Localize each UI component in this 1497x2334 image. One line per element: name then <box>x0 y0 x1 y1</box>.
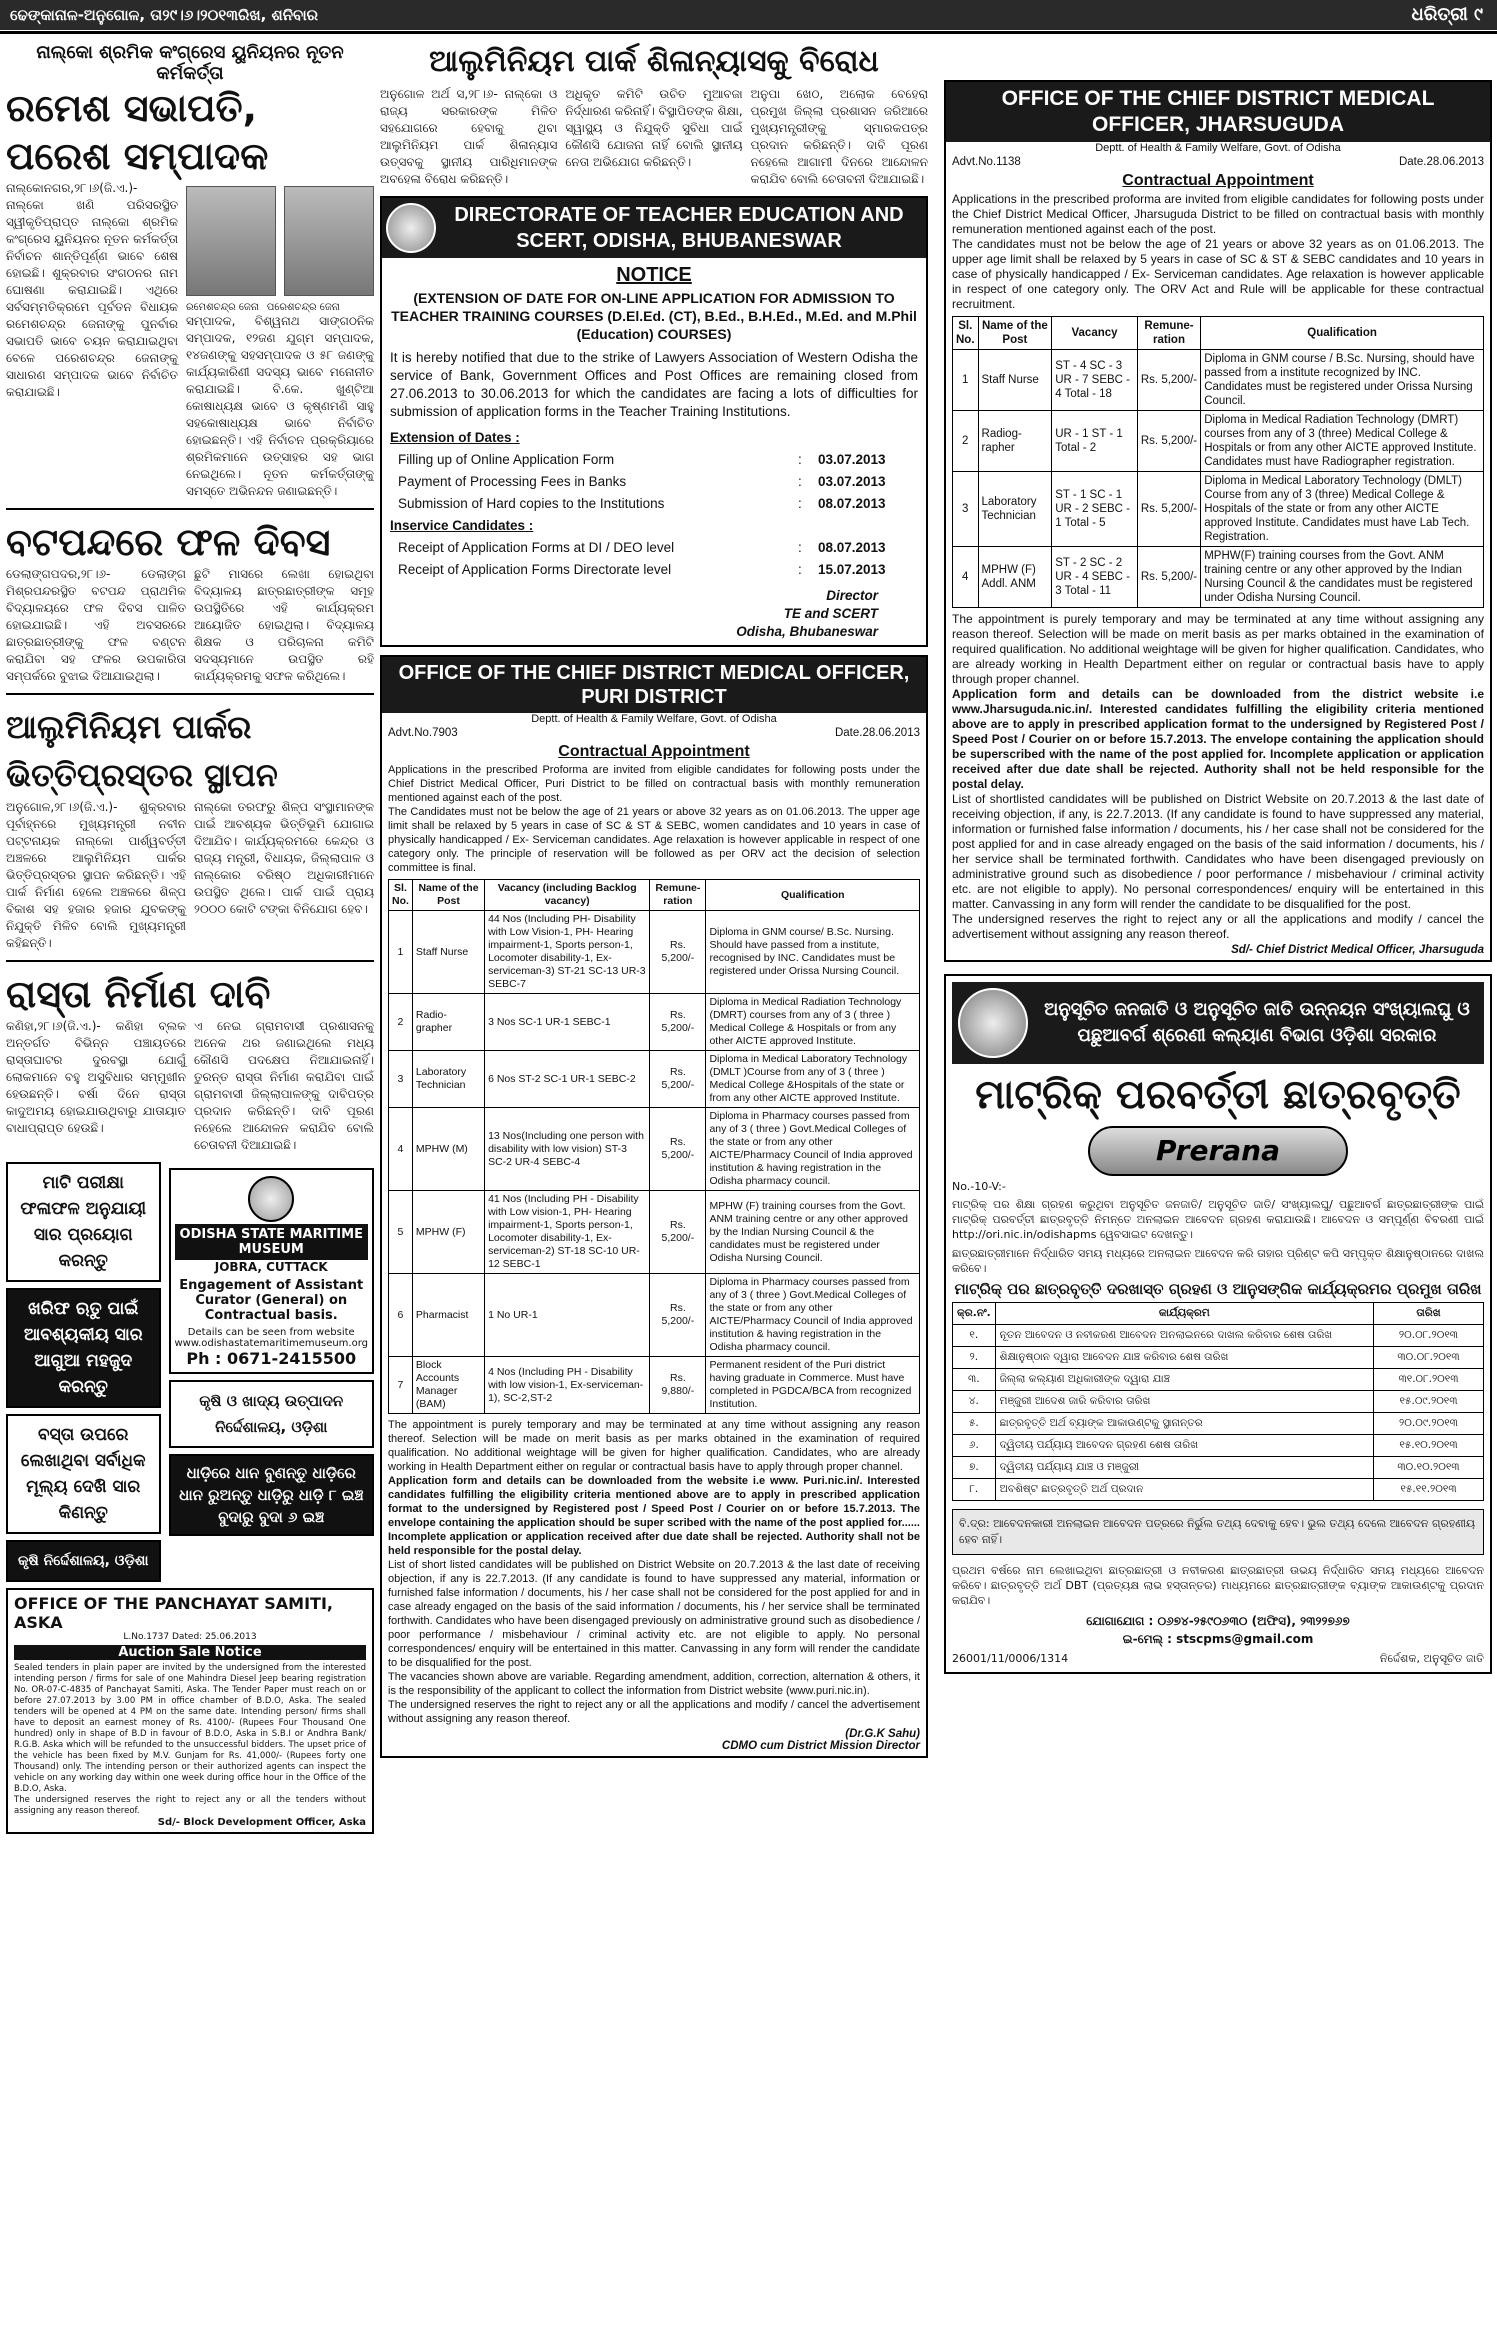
cell-number: ୨. <box>953 1347 996 1369</box>
cell-number: ୩. <box>953 1369 996 1391</box>
table-header: କାର୍ଯ୍ୟକ୍ରମ <box>995 1303 1373 1325</box>
story1-text-1: ନାଲ୍‌କୋନଗର,୨୮।୬(ଜି.ଏ.)- ନାଲ୍‌କୋ ଖଣି ପରିସରସ୍ଥିତ ସ୍ୱୀକୃତିପ୍ରାପ୍ତ ନାଲ୍‌କୋ ଶ୍ରମିକ କଂଗ୍ରେସ ୟୁନିୟନର ନୂତନ କର୍ମକର୍ତ୍ତା ନିର୍ବାଚନ ଶାନ୍ତିପୂର୍ଣ୍ଣ ଭାବେ ଶେଷ ହୋଇଛି। ଶୁକ୍ରବାର ସଂଗଠନର ନାମ ଘୋଷଣା କରାଯାଇଛି। ଏଥିରେ ସର୍ବସମ୍ମତିକ୍ରମେ ପୂର୍ବତନ ବିଧାୟକ ରମେଶଚନ୍ଦ୍ର ଜେନାଙ୍କୁ ପୁନର୍ବାର ସଭାପତି ଭାବେ ଚୟନ କରାଯାଇଥିବା ବେଳେ ପରେଶଚନ୍ଦ୍ର ଜେନାଙ୍କୁ ସାଧାରଣ ସମ୍ପାଦକ ଭାବେ ନିର୍ବାଚିତ କରାଯାଇଛି। <box>6 181 178 399</box>
header-rule <box>0 31 1497 34</box>
cell-date: ୩୦.୧୦.୨୦୧୩ <box>1374 1457 1484 1479</box>
auction-body: Sealed tenders in plain paper are invited by the undersigned from the interested intending person / firms for sale of one Mahindra Diesel Jeep bearing registration No. OR-07-C-4835 of Panchayat Samiti, Aska. The Tender Paper must reach on or before 27.07.2013 by 3.00 PM in office chamber of B.D.O, Aska. The sealed tenders will be opened at 4 PM on the same date. Intending person/ firms shall have to deposit an earnest money of Rs. 4100/- (Rupees Four Thousand One hundred) only in shape of B.D in favour of B.D.O, Aska in S.B.I or Andhra Bank/ R.G.B. Aska which will be refunded to the unsuccessful bidders. The upset price of the vehicle has been fixed by M.V. Gunjam for Rs. 41,000/- (Rupees forty one Thousand) only. The intending person or their authorized agents can inspect the vehicle on any working day within one week during office hour in the Office of the B.D.O, Aska. <box>14 1663 366 1794</box>
cell-post: Radio- grapher <box>412 994 484 1051</box>
price-check-ad: ବସ୍ତା ଉପରେ ଲେଖାଥିବା ସର୍ବାଧିକ ମୂଲ୍ୟ ଦେଖି ସାର କିଣନ୍ତୁ <box>6 1414 161 1534</box>
cell-sl: 5 <box>389 1191 413 1274</box>
notice-para: It is hereby notified that due to the strike of Lawyers Association of Western Odisha the service of Bank, Government Offices and Post Offices are remaining closed from 27.06.2013 to 30.06.2013 for which the candidates are facing a lots of difficulties for submission of application forms in the Teacher Training Institutions. <box>390 350 918 419</box>
table-row <box>389 1108 920 1191</box>
portrait-photo-2 <box>284 186 374 296</box>
cell-date: ୨୦.୦୯.୨୦୧୩ <box>1374 1413 1484 1435</box>
divider <box>6 693 374 695</box>
auction-notice <box>6 1588 374 1834</box>
table-row <box>953 1369 1484 1391</box>
table-header: Sl. No. <box>953 317 979 350</box>
cell-event: ଦ୍ୱିତୀୟ ପର୍ଯ୍ୟାୟ ଆବେଦନ ଗ୍ରହଣ ଶେଷ ତାରିଖ <box>995 1435 1373 1457</box>
scholarship-ad <box>944 974 1492 1674</box>
cell-vacancy: ST - 4 SC - 3 UR - 7 SEBC - 4 Total - 18 <box>1052 350 1138 411</box>
cell-remuneration: Rs. 5,200/- <box>1137 472 1200 547</box>
sch-para-2: ଛାତ୍ରଛାତ୍ରୀମାନେ ନିର୍ଦ୍ଧାରିତ ସମୟ ମଧ୍ୟରେ ଅନଲାଇନ ଆବେଦନ କରି ତାହାର ପ୍ରିଣ୍ଟ କପି ସମ୍ପୃକ୍ତ ଶିକ୍ଷାନୁଷ୍ଠାନରେ ଦାଖଲ କରିବେ। <box>952 1247 1484 1275</box>
dateline: ଢେଙ୍କାନାଳ-ଅନୁଗୋଳ, ତା୨୯।୬।୨୦୧୩ରିଖ, ଶନିବାର <box>10 6 319 24</box>
table-row <box>953 547 1484 608</box>
jsg-band: OFFICE OF THE CHIEF DISTRICT MEDICAL OFFICER, JHARSUGUDA <box>946 82 1490 142</box>
date-label: Filling up of Online Application Form <box>398 452 615 467</box>
sch-header: ଅନୁସୂଚିତ ଜନଜାତି ଓ ଅନୁସୂଚିତ ଜାତି ଉନ୍ନୟନ ସଂଖ୍ୟାଲଘୁ ଓ ପଛୁଆବର୍ଗ ଶ୍ରେଣୀ କଲ୍ୟାଣ ବିଭାଗ ଓଡ଼ିଶା ସରକାର <box>1044 999 1470 1046</box>
cell-sl: 1 <box>953 350 979 411</box>
sch-code: 26001/11/0006/1314 <box>952 1652 1069 1665</box>
cell-remuneration: Rs. 5,200/- <box>650 911 706 994</box>
sch-contact-email: ଇ-ମେଲ୍ : stscpms@gmail.com <box>1122 1632 1314 1646</box>
cell-qualification: Diploma in Pharmacy courses passed from any of 3 ( three ) Govt.Medical Colleges of the state or from any other AICTE/Pharmacy Council of India approved institution & having registration in the Odisha pharmacy council. <box>706 1108 920 1191</box>
story1-headline: ରମେଶ ସଭାପତି, ପରେଶ ସମ୍ପାଦକ <box>6 86 269 178</box>
sch-dates-title: ମାଟ୍ରିକ୍ ପର ଛାତ୍ରବୃତ୍ତି ଦରଖାସ୍ତ ଗ୍ରହଣ ଓ ଆନୁସଙ୍ଗିକ କାର୍ଯ୍ୟକ୍ରମର ପ୍ରମୁଖ ତାରିଖ <box>954 1280 1482 1298</box>
story2-text-1: ଡେଲାଙ୍ଗପଦର,୨୮।୬- ଡେଲାଙ୍ଗ ମିଶ୍ରପନ୍ଦରସ୍ଥିତ ବଟପନ୍ଦ ପ୍ରାଥମିକ ବିଦ୍ୟାଳୟରେ ଫଳ ଦିବସ ପାଳିତ ହୋଇଯାଇଛି। ଏହି ଅବସରରେ ଛାତ୍ରଛାତ୍ରୀଙ୍କୁ ଫଳ ବଣ୍ଟନ କରାଯିବା ସହ ଫଳର ଉପକାରିତା ସମ୍ପର୍କରେ ବୁଝାଇ ଦିଆଯାଇଥିଲା। <box>6 567 186 683</box>
cell-post: Staff Nurse <box>412 911 484 994</box>
story3-text-1: ଅନୁଗୋଳ,୨୮।୬(ଜି.ଏ.)- ଶୁକ୍ରବାର ପୂର୍ବାହ୍ନରେ ମୁଖ୍ୟମନ୍ତ୍ରୀ ନବୀନ ପଟ୍ଟନାୟକ ନାଲ୍‌କୋ ପାର୍ଶ୍ୱବର୍ତ୍ତୀ ଅଞ୍ଚଳରେ ଆଲୁମିନିୟମ ପାର୍କର ଭିତ୍ତିପ୍ରସ୍ତର ସ୍ଥାପନ କରିଛନ୍ତି। ଏହି ପାର୍କ ନିର୍ମାଣ ହେଲେ ଅଞ୍ଚଳରେ ଶିଳ୍ପ ବିକାଶ ସହ ହଜାର ହଜାର ଯୁବକଙ୍କୁ ନିଯୁକ୍ତି ମିଳିବ ବୋଲି ମୁଖ୍ୟମନ୍ତ୍ରୀ କହିଛନ୍ତି। <box>6 800 186 950</box>
cell-sl: 3 <box>953 472 979 547</box>
sch-title: ମାଟ୍ରିକ୍ ପରବର୍ତ୍ତୀ ଛାତ୍ରବୃତ୍ତି <box>975 1072 1461 1118</box>
jsg-p4: The undersigned reserves the right to reject any or all the applications and modify / cancel the advertisement without assigning any reason thereof. <box>952 912 1484 941</box>
cell-post: Block Accounts Manager (BAM) <box>412 1357 484 1414</box>
cell-qualification: Diploma in Medical Radiation Technology (DMRT) courses from any of 3 ( three ) Medical College & Hospitals or from any other AICTE approved Institute. <box>706 994 920 1051</box>
puri-dept: Deptt. of Health & Family Welfare, Govt. of Odisha <box>531 713 777 725</box>
cell-sl: 1 <box>389 911 413 994</box>
cell-post: MPHW (F) Addl. ANM <box>978 547 1052 608</box>
sch-para-1: ମାଟ୍ରିକ୍ ପର ଶିକ୍ଷା ଗ୍ରହଣ କରୁଥିବା ଅନୁସୂଚିତ ଜନଜାତି/ ଅନୁସୂଚିତ ଜାତି/ ସଂଖ୍ୟାଲଘୁ/ ପଛୁଆବର୍ଗ ଛାତ୍ରଛାତ୍ରୀଙ୍କ ପାଇଁ ମାଟ୍ରିକ୍ ପରବର୍ତ୍ତୀ ଛାତ୍ରବୃତ୍ତି ନିମନ୍ତେ ଅନଲାଇନ ଆବେଦନ ଗ୍ରହଣ କରାଯାଉଛି। ଆବେଦନ ଓ ସମ୍ପୂର୍ଣ୍ଣ ବିବରଣୀ ପାଇଁ http://ori.nic.in/odishapms ୱେବସାଇଟ ଦେଖନ୍ତୁ। <box>952 1198 1484 1241</box>
jsg-adv: Advt.No.1138 <box>952 156 1021 168</box>
jsg-date: Date.28.06.2013 <box>1398 156 1484 168</box>
table-row <box>953 350 1484 411</box>
cell-vacancy: 41 Nos (Including PH - Disability with Low vision-1, PH- Hearing impairment-1, Sports person-1, Locomoter disability-1, Ex-serviceman-2) ST-18 SC-10 UR-12 SEBC-1 <box>485 1191 650 1274</box>
cell-date: ୧୫.୧୦.୨୦୧୩ <box>1374 1435 1484 1457</box>
left-column <box>6 42 374 2332</box>
right-column <box>944 80 1492 2330</box>
puri-vacancy-table <box>388 879 920 1414</box>
museum-engagement: Engagement of Assistant Curator (General) on Contractual basis. <box>179 1278 364 1323</box>
story4-headline: ରାସ୍ତା ନିର୍ମାଣ ଦାବି <box>6 972 271 1016</box>
cell-qualification: Diploma in GNM course/ B.Sc. Nursing. Should have passed from a institute, recognised by INC. Candidates must be registered under Orissa Nursing Council. <box>706 911 920 994</box>
scert-emblem-icon <box>386 203 436 253</box>
cell-post: Laboratory Technician <box>978 472 1052 547</box>
puri-p4: The vacancies shown above are variable. Regarding amendment, addition, correction, alternation & others, it is the responsibility of the applicant to collect the information from District website (www.puri.nic.in). <box>388 1671 920 1697</box>
puri-sign-1: (Dr.G.K Sahu) <box>845 1728 920 1740</box>
table-row <box>953 472 1484 547</box>
museum-place: JOBRA, CUTTACK <box>214 1260 328 1274</box>
cell-vacancy: UR - 1 ST - 1 Total - 2 <box>1052 411 1138 472</box>
cell-event: ଦ୍ୱିତୀୟ ପର୍ଯ୍ୟାୟ ଯାଞ୍ଚ ଓ ମଞ୍ଜୁରୀ <box>995 1457 1373 1479</box>
jsg-p2: Application form and details can be downloaded from the district website i.e www.Jharsuguda.nic.in/. Interested candidates fulfilling the eligibility criteria mentioned above are to apply in prescribed application format to the undersigned by Registered Post / Speed Post / Courier on or before 15.7.2013. The envelope containing the application should be superscribed with the name of the post applied for. Incomplete application or application received after due date shall be rejected. Authority shall not be held responsible for the postal delay. <box>952 687 1484 791</box>
cell-qualification: Diploma in Pharmacy courses passed from any of 3 ( three ) Govt.Medical Colleges of the state or from any other AICTE/Pharmacy Council of India approved institution & having registration in the Odisha pharmacy council. <box>706 1274 920 1357</box>
odisha-emblem-icon <box>958 988 1028 1058</box>
cell-number: ୬. <box>953 1435 996 1457</box>
middle-column <box>380 42 928 2332</box>
table-row <box>953 1325 1484 1347</box>
jsg-dept: Deptt. of Health & Family Welfare, Govt. of Odisha <box>1095 142 1341 154</box>
story2-text-2: ଛୁଟି ମାସରେ ଲେଖା ହୋଇଥିବା ବିଦ୍ୟାଳୟ ଛାତ୍ରଛାତ୍ରୀଙ୍କ ସମୂହ ଉପସ୍ଥିତିରେ ଏହି କାର୍ଯ୍ୟକ୍ରମ ଆୟୋଜିତ ହୋଇଥିଲା। ବିଦ୍ୟାଳୟ ଶିକ୍ଷକ ଓ ପରିଚାଳନା କମିଟି ସଦସ୍ୟମାନେ ଉପସ୍ଥିତ ରହି କାର୍ଯ୍ୟକ୍ରମକୁ ସଫଳ କରିଥିଲେ। <box>194 567 374 683</box>
table-header: ତାରିଖ <box>1374 1303 1484 1325</box>
date-label: Submission of Hard copies to the Institutions <box>398 496 665 511</box>
cell-qualification: MPHW (F) training courses from the Govt. ANM training centre or any other approved by the Indian Nursing Council & the candidates must be registered under Odisha Nursing Council. <box>706 1191 920 1274</box>
table-row <box>953 1413 1484 1435</box>
sign-line: Director <box>826 588 878 603</box>
sch-number: No.-10-V:- <box>952 1180 1006 1193</box>
cell-sl: 6 <box>389 1274 413 1357</box>
jsg-intro: Applications in the prescribed proforma are invited from eligible candidates for following posts under the Chief District Medical Officer, Jharsuguda District to be filled on contractual basis with monthly remuneration mentioned against each of the post. <box>952 192 1484 236</box>
cell-date: ୩୧.୦୮.୨୦୧୩ <box>1374 1369 1484 1391</box>
cell-remuneration: Rs. 5,200/- <box>1137 547 1200 608</box>
paddy-line-sowing-ad: ଧାଡ଼ିରେ ଧାନ ବୁଣନ୍ତୁ ଧାଡ଼ିରେ ଧାନ ରୁଅନ୍ତୁ ଧାଡ଼ିରୁ ଧାଡ଼ି ୮ ଇଞ୍ଚ ବୁଦାରୁ ବୁଦା ୬ ଇଞ୍ଚ <box>169 1454 375 1536</box>
table-header: Remune- ration <box>1137 317 1200 350</box>
cell-qualification: Diploma in Medical Laboratory Technology (DMLT )Course from any of 3 ( three ) Medical College &Hospitals of the state or from any other AICTE approved Institute. <box>706 1051 920 1108</box>
date-label: Payment of Processing Fees in Banks <box>398 474 627 489</box>
cell-qualification: Permanent resident of the Puri district having graduate in Commerce. Must have completed in PGDCA/BCA from recognized Institution. <box>706 1357 920 1414</box>
sch-dates-table <box>952 1302 1484 1501</box>
table-header: Sl. No. <box>389 880 413 911</box>
cell-sl: 3 <box>389 1051 413 1108</box>
ins-head: Inservice Candidates : <box>390 518 534 533</box>
jharsuguda-cdmo-ad <box>944 80 1492 962</box>
date-label: Receipt of Application Forms at DI / DEO level <box>398 540 675 555</box>
cell-post: Laboratory Technician <box>412 1051 484 1108</box>
jsg-vacancy-table <box>952 316 1484 608</box>
table-row <box>953 1479 1484 1501</box>
cell-vacancy: 4 Nos (Including PH - Disability with low vision-1, Ex-serviceman-1), SC-2,ST-2 <box>485 1357 650 1414</box>
extension-dates: Extension of Dates : Filling up of Online Application Form : 03.07.2013 Payment of Processing Fees in Banks : 03.07.2013 Submission of Hard copies to the Institutions : 08.07.2013 Inservice Candidates : Receipt of Application Forms at DI / DEO level : 08.07.2013 Receipt of Application Forms Directorate level : 15.07.2013 <box>390 427 918 581</box>
cell-remuneration: Rs. 5,200/- <box>650 1191 706 1274</box>
cell-remuneration: Rs. 9,880/- <box>650 1357 706 1414</box>
cell-vacancy: 6 Nos ST-2 SC-1 UR-1 SEBC-2 <box>485 1051 650 1108</box>
cell-remuneration: Rs. 5,200/- <box>650 1051 706 1108</box>
jsg-title: Contractual Appointment <box>1122 172 1314 189</box>
cell-sl: 4 <box>389 1108 413 1191</box>
sch-note: ବି.ଦ୍ର: ଆବେଦନକାରୀ ଅନଲାଇନ ଆବେଦନ ପତ୍ରରେ ନିର୍ଭୁଲ ତଥ୍ୟ ଦେବାକୁ ହେବ। ଭୁଲ ତଥ୍ୟ ଦେଲେ ଆବେଦନ ଗ୍ରହଣୀୟ ହେବ ନାହିଁ। <box>952 1509 1484 1555</box>
table-header: Qualification <box>1201 317 1484 350</box>
museum-phone: Ph : 0671-2415500 <box>186 1349 357 1368</box>
divider <box>6 960 374 962</box>
date-label: Receipt of Application Forms Directorate level <box>398 562 672 577</box>
agri-directorate-ad: କୃଷି ନିର୍ଦ୍ଦେଶାଳୟ, ଓଡ଼ିଶା <box>6 1540 161 1582</box>
date-value: 15.07.2013 <box>818 562 886 577</box>
fertilizer-stock-ad: ଖରିଫ ଋତୁ ପାଇଁ ଆବଶ୍ୟକୀୟ ସାର ଆଗୁଆ ମହଜୁଦ କରନ୍ତୁ <box>6 1288 161 1408</box>
jsg-p3: List of shortlisted candidates will be published on District Website on 20.7.2013 & the last date of receiving objection, if any, is 22.7.2013. (If any candidate is found to have suppressed any material, information or furnished false information / documents, his / her case shall not be considered for the post applied for and in case already engaged on the basis of the said information / documents, his / her service shall be terminated forthwith. Candidates who have been disengaged previously on administrative ground such as disobedience / poor performance / misbehaviour / criminal activity etc. are not eligible to apply). No personal correspondences/ enquiry will be entertained in this matter. Canvassing in any form will render the candidate to be disqualified for the post. <box>952 792 1484 911</box>
table-header: Name of the Post <box>978 317 1052 350</box>
cell-vacancy: ST - 2 SC - 2 UR - 4 SEBC - 3 Total - 11 <box>1052 547 1138 608</box>
story4-text-2: ଏ ନେଇ ଗ୍ରାମବାସୀ ପ୍ରଶାସନକୁ ଅନେକ ଥର ଜଣାଇଥିଲେ ମଧ୍ୟ କୌଣସି ପଦକ୍ଷେପ ନିଆଯାଇନାହିଁ। ତୁରନ୍ତ ରାସ୍ତା ନିର୍ମାଣ କରାଯିବା ପାଇଁ ଗ୍ରାମବାସୀ ଜିଲ୍ଲାପାଳଙ୍କୁ ଦାବିପତ୍ର ପ୍ରଦାନ କରିଛନ୍ତି। ଦାବି ପୂରଣ ନହେଲେ ଆନ୍ଦୋଳନ କରାଯିବ ବୋଲି ଚେତାବନୀ ଦିଆଯାଇଛି। <box>194 1019 374 1152</box>
auction-sign: Sd/- Block Development Officer, Aska <box>157 1817 366 1828</box>
cell-remuneration: Rs. 5,200/- <box>650 994 706 1051</box>
date-value: 03.07.2013 <box>818 474 886 489</box>
middle-story-text-1: ଅନୁଗୋଳ ଅର୍ଥ ସ,୨୮।୬- ନାଲ୍‌କୋ ଓ ରାଜ୍ୟ ସରକାରଙ୍କ ମିଳିତ ସହଯୋଗରେ ହେବାକୁ ଥିବା ଆଲୁମିନିୟମ ପାର୍କ ଶିଳାନ୍ୟାସ ଉତ୍ସବକୁ ସ୍ଥାନୀୟ ପାରିଧିମାନଙ୍କ ଅବହେଳା ବିରୋଧ କରିଛନ୍ତି। <box>380 87 558 186</box>
scert-notice <box>380 196 928 647</box>
date-value: 08.07.2013 <box>818 540 886 555</box>
cell-date: ୧୫.୦୯.୨୦୧୩ <box>1374 1391 1484 1413</box>
portrait-photo-1 <box>186 186 276 296</box>
cell-event: ଛାତ୍ରବୃତ୍ତି ଅର୍ଥ ବ୍ୟାଙ୍କ ଆକାଉଣ୍ଟକୁ ସ୍ଥାନାନ୍ତର <box>995 1413 1373 1435</box>
cell-remuneration: Rs. 5,200/- <box>1137 350 1200 411</box>
table-header: Remune- ration <box>650 880 706 911</box>
cell-vacancy: 13 Nos(Including one person with disability with low vision) ST-3 SC-2 UR-4 SEBC-4 <box>485 1108 650 1191</box>
cell-sl: 7 <box>389 1357 413 1414</box>
story2-headline: ବଟପନ୍ଦରେ ଫଳ ଦିବସ <box>6 520 331 564</box>
table-header: କ୍ର.ନଂ. <box>953 1303 996 1325</box>
cell-post: Radiog- rapher <box>978 411 1052 472</box>
ext-head: Extension of Dates : <box>390 430 520 445</box>
cell-qualification: Diploma in Medical Laboratory Technology (DMLT) Course from any of 3 (three) Medical College & Hospitals of the state or from any other AICTE approved Institute. Candidates must have Lab Tech. Registration. <box>1201 472 1484 547</box>
notice-title: NOTICE <box>616 264 692 286</box>
jsg-p1: The appointment is purely temporary and may be terminated at any time without assigning any reason thereof. Selection will be made on merit basis as per marks obtained in the examination of required qualification. No additional weightage will be given for higher qualification. Candidates, who are already working in Health Department either on regular or contractual basis have to apply through proper channel. <box>952 612 1484 686</box>
table-row <box>389 911 920 994</box>
cell-event: ମଞ୍ଜୁରୀ ଆଦେଶ ଜାରି କରିବାର ତାରିଖ <box>995 1391 1373 1413</box>
middle-headline: ଆଲୁମିନିୟମ ପାର୍କ ଶିଳାନ୍ୟାସକୁ ବିରୋଧ <box>429 44 879 79</box>
sign-line: Odisha, Bhubaneswar <box>736 624 878 639</box>
story1-kicker: ନାଲ୍‌କୋ ଶ୍ରମିକ କଂଗ୍ରେସ ୟୁନିୟନର ନୂତନ କର୍ମକର୍ତ୍ତା <box>36 42 344 84</box>
cell-event: ଜିଲ୍ଲା କଲ୍ୟାଣ ଅଧିକାରୀଙ୍କ ଦ୍ୱାରା ଯାଞ୍ଚ <box>995 1369 1373 1391</box>
museum-name: ODISHA STATE MARITIME MUSEUM <box>175 1224 369 1260</box>
cell-remuneration: Rs. 5,200/- <box>1137 411 1200 472</box>
cell-date: ୩୦.୦୮.୨୦୧୩ <box>1374 1347 1484 1369</box>
puri-date: Date.28.06.2013 <box>834 727 920 739</box>
table-header: Qualification <box>706 880 920 911</box>
puri-cdmo-ad <box>380 655 928 1758</box>
cell-vacancy: 1 No UR-1 <box>485 1274 650 1357</box>
date-value: 08.07.2013 <box>818 496 886 511</box>
table-row <box>389 1357 920 1414</box>
sch-para-3: ପ୍ରଥମ ବର୍ଷରେ ନାମ ଲେଖାଇଥିବା ଛାତ୍ରଛାତ୍ରୀ ଓ ନବୀକରଣ ଛାତ୍ରଛାତ୍ରୀ ଉଭୟ ନିର୍ଦ୍ଧାରିତ ସମୟ ମଧ୍ୟରେ ଆବେଦନ କରିବେ। ଛାତ୍ରବୃତ୍ତି ଅର୍ଥ DBT (ପ୍ରତ୍ୟକ୍ଷ ଲାଭ ହସ୍ତାନ୍ତର) ମାଧ୍ୟମରେ ଛାତ୍ରଛାତ୍ରୀଙ୍କ ବ୍ୟାଙ୍କ ଆକାଉଣ୍ଟକୁ ପ୍ରଦାନ କରାଯିବ। <box>952 1564 1484 1607</box>
museum-emblem-icon <box>248 1176 294 1222</box>
photo-caption-2: ପରେଶଚନ୍ଦ୍ର ଜେନା <box>266 302 340 313</box>
cell-date: ୧୫.୧୧.୨୦୧୩ <box>1374 1479 1484 1501</box>
table-row <box>389 994 920 1051</box>
table-row <box>953 411 1484 472</box>
cell-post: MPHW (M) <box>412 1108 484 1191</box>
puri-band: OFFICE OF THE CHIEF DISTRICT MEDICAL OFFICER, PURI DISTRICT <box>382 657 926 713</box>
museum-details: Details can be seen from website www.odishastatemaritimemuseum.org <box>174 1327 369 1349</box>
maritime-museum-ad <box>169 1168 375 1374</box>
cell-qualification: Diploma in Medical Radiation Technology (DMRT) courses from any of 3 (three) Medical College & Hospitals or from any other AICTE approved Institute. Candidates must have Radiographer registration. <box>1201 411 1484 472</box>
jsg-sign: Sd/- Chief District Medical Officer, Jharsuguda <box>1231 944 1484 956</box>
cell-post: Pharmacist <box>412 1274 484 1357</box>
puri-p3: List of short listed candidates will be published on District Website on 20.7.2013 & the last date of receiving objection, if any is 22.7.2013. (If any candidate is found to have suppressed any material, information or furnished false information / documents, his / her case shall not be considered for the post applied for and in case already engaged on the basis of the said information / documents, his / her service shall be terminated forthwith. Candidates who have been disengaged previously on administrative ground such as disobedience / poor performance / misbehaviour / criminal activity etc. are not eligible to apply. No personal correspondences/ enquiry will be entertained in this matter. Canvassing in any form will render the candidate to be disqualified for the post. <box>388 1559 921 1669</box>
auction-sub: Auction Sale Notice <box>14 1645 366 1660</box>
page-header <box>0 0 1497 30</box>
cell-number: ୪. <box>953 1391 996 1413</box>
date-value: 03.07.2013 <box>818 452 886 467</box>
auction-title: OFFICE OF THE PANCHAYAT SAMITI, ASKA <box>14 1594 333 1632</box>
cell-number: ୫. <box>953 1413 996 1435</box>
table-header: Name of the Post <box>412 880 484 911</box>
photo-caption-1: ରମେଶଚନ୍ଦ୍ର ଜେନା <box>186 302 259 313</box>
story3-headline: ଆଲୁମିନିୟମ ପାର୍କର ଭିତ୍ତିପ୍ରସ୍ତର ସ୍ଥାପନ <box>6 708 278 794</box>
puri-intro: Applications in the prescribed Proforma are invited from eligible candidates for following posts under the Chief District Medical Officer, Puri District to be filled on contractual basis with monthly remuneration mentioned against each of the post. <box>388 764 920 804</box>
sch-sign: ନିର୍ଦ୍ଦେଶକ, ଅନୁସୂଚିତ ଜାତି <box>1379 1652 1484 1665</box>
prerana-logo: Prerana <box>1088 1126 1348 1176</box>
cell-vacancy: 44 Nos (Including PH- Disability with Low Vision-1, PH- Hearing impairment-1, Sports person-1, Locomoter disability-1, Ex-serviceman-3) ST-21 SC-13 UR-3 SEBC-7 <box>485 911 650 994</box>
table-row <box>389 1051 920 1108</box>
cell-number: ୮. <box>953 1479 996 1501</box>
cell-qualification: MPHW(F) training courses from the Govt. ANM training centre or any other approved by the Indian Nursing Council & the candidates must be registered under Odisha Nursing Council. <box>1201 547 1484 608</box>
divider <box>6 508 374 510</box>
story1-text-2: ସମ୍ପାଦକ, ବିଶ୍ୱନାଥ ସାଙ୍ଗଠନିକ ସମ୍ପାଦକ, ୧୨ଜଣ ଯୁଗ୍ମ ସମ୍ପାଦକ, ୧୪ଜଣଙ୍କୁ ସହସମ୍ପାଦକ ଓ ୫୮ ଜଣଙ୍କୁ କାର୍ଯ୍ୟକାରିଣୀ ସଦସ୍ୟ ଭାବେ ମନୋନୀତ କରାଯାଇଛି। ବି.କେ. ଖୁଣ୍ଟିଆ କୋଷାଧ୍ୟକ୍ଷ ଭାବେ ଓ କୃଷ୍ଣମଣି ସାହୁ ସହକୋଷାଧ୍ୟକ୍ଷ ଭାବେ ନିର୍ବାଚିତ ହୋଇଛନ୍ତି। ଏହି ନିର୍ବାଚନ ପ୍ରକ୍ରିୟାରେ ଶ୍ରମିକମାନେ ଉତ୍ସାହର ସହ ଭାଗ ନେଇଥିଲେ। ନୂତନ କର୍ମକର୍ତ୍ତାଙ୍କୁ ସମସ୍ତେ ଅଭିନନ୍ଦନ ଜଣାଇଛନ୍ତି। <box>186 314 374 498</box>
cell-post: Staff Nurse <box>978 350 1052 411</box>
cell-remuneration: Rs. 5,200/- <box>650 1274 706 1357</box>
cell-date: ୨୦.୦୮.୨୦୧୩ <box>1374 1325 1484 1347</box>
jsg-age: The candidates must not be below the age of 21 years or above 32 years as on 01.06.2013. The upper age limit shall be relaxed by 5 years in case of SC & ST & SEBC candidates and 10 years in case of physically handicapped / Ex- Serviceman candidates. Age relaxation is however applicable in respect of one category only. The ORV Act and Rule will be applicable for these contractual recruitment. <box>952 237 1484 311</box>
table-row <box>389 1191 920 1274</box>
puri-sign-2: CDMO cum District Mission Director <box>721 1740 920 1752</box>
cell-sl: 4 <box>953 547 979 608</box>
story1-photos <box>186 186 374 296</box>
cell-vacancy: 3 Nos SC-1 UR-1 SEBC-1 <box>485 994 650 1051</box>
sign-line: TE and SCERT <box>783 606 878 621</box>
table-row <box>953 1435 1484 1457</box>
table-row <box>953 1457 1484 1479</box>
page-number: ଧରିତ୍ରୀ ୯ <box>1411 4 1483 25</box>
story4-text-1: କଣିହା,୨୮।୬(ଜି.ଏ.)- କଣିହା ବ୍ଲକ ଅନ୍ତର୍ଗତ ବିଭିନ୍ନ ପଞ୍ଚାୟତରେ ରାସ୍ତାଘାଟର ଦୁରବସ୍ଥା ଯୋଗୁଁ ଲୋକମାନେ ବହୁ ଅସୁବିଧାର ସମ୍ମୁଖୀନ ହେଉଛନ୍ତି। ବର୍ଷା ଦିନେ ରାସ୍ତା କାଦୁଅମୟ ହୋଇଯାଉଥିବାରୁ ଯାତାୟାତ ବାଧାପ୍ରାପ୍ତ ହେଉଛି। <box>6 1019 186 1135</box>
cell-event: ଶିକ୍ଷାନୁଷ୍ଠାନ ଦ୍ୱାରା ଆବେଦନ ଯାଞ୍ଚ କରିବାର ଶେଷ ତାରିଖ <box>995 1347 1373 1369</box>
puri-adv: Advt.No.7903 <box>388 727 458 739</box>
notice-sub: (EXTENSION OF DATE FOR ON-LINE APPLICATION FOR ADMISSION TO TEACHER TRAINING COURSES (D.El.Ed. (CT), B.Ed., B.H.Ed., M.Ed. and M.Phil (Education) COURSES) <box>391 290 917 342</box>
food-directorate-ad: କୃଷି ଓ ଖାଦ୍ୟ ଉତ୍ପାଦନ ନିର୍ଦ୍ଦେଶାଳୟ, ଓଡ଼ିଶା <box>169 1380 375 1448</box>
table-row <box>953 1347 1484 1369</box>
notice-signature <box>390 587 918 641</box>
table-row <box>953 1391 1484 1413</box>
cell-vacancy: ST - 1 SC - 1 UR - 2 SEBC - 1 Total - 5 <box>1052 472 1138 547</box>
middle-story-text-3: ଅନୁପା ଖେଠ, ଅଲୋକ ବେହେରା ପ୍ରମୁଖ ଜିଲ୍ଲା ପ୍ରଶାସନ ଜରିଆରେ ମୁଖ୍ୟମନ୍ତ୍ରୀଙ୍କୁ ସ୍ମାରକପତ୍ର ପ୍ରଦାନ କରିଛନ୍ତି। ଦାବି ପୂରଣ ନହେଲେ ଆଗାମୀ ଦିନରେ ଆନ୍ଦୋଳନ କରାଯିବ ବୋଲି ଚେତାବନୀ ଦିଆଯାଇଛି। <box>750 87 928 186</box>
cell-number: ୭. <box>953 1457 996 1479</box>
scert-band: DIRECTORATE OF TEACHER EDUCATION AND SCERT, ODISHA, BHUBANESWAR <box>454 204 904 252</box>
cell-post: MPHW (F) <box>412 1191 484 1274</box>
cell-event: ନୂତନ ଆବେଦନ ଓ ନବୀକରଣ ଆବେଦନ ଅନଲାଇନରେ ଦାଖଲ କରିବାର ଶେଷ ତାରିଖ <box>995 1325 1373 1347</box>
auction-reserve: The undersigned reserves the right to reject any or all the tenders without assigning any reason thereof. <box>14 1795 366 1816</box>
table-header: Vacancy <box>1052 317 1138 350</box>
middle-story-text-2: ଅଧିକୃତ କମିଟି ଉଚିତ ମୁଆବଜା ନିର୍ଦ୍ଧାରଣ କରିନାହିଁ। ବିସ୍ଥାପିତଙ୍କ ଶିକ୍ଷା, ସ୍ୱାସ୍ଥ୍ୟ ଓ ନିଯୁକ୍ତି ସୁବିଧା ପାଇଁ କୌଣସି ଯୋଜନା ନାହିଁ ବୋଲି ସ୍ଥାନୀୟ ନେତା ଅଭିଯୋଗ କରିଛନ୍ତି। <box>565 87 743 169</box>
cell-sl: 2 <box>953 411 979 472</box>
puri-p1: The appointment is purely temporary and may be terminated at any time without assigning any reason thereof. Selection will be made on merit basis as per marks obtained in the examination of required qualification. No additional weightage will be given for higher qualification. Candidates, who are already working in Health Department either on regular or contractual basis have to apply through proper channel. <box>388 1419 920 1473</box>
cell-sl: 2 <box>389 994 413 1051</box>
puri-title: Contractual Appointment <box>558 743 750 760</box>
table-header: Vacancy (including Backlog vacancy) <box>485 880 650 911</box>
puri-age: The Candidates must not be below the age of 21 years or above 32 years as on 01.06.2013. The upper age limit shall be relaxed by 5 years in case of SC & ST & SEBC, women candidates and 10 years in case of physically handicapped / Ex- Serviceman candidates. Age relaxation is however applicable in respect of one category only. The principle of reservation will be followed as per ORV act the decision of selection committee is final. <box>388 806 920 874</box>
cell-qualification: Diploma in GNM course / B.Sc. Nursing, should have passed from a institute recognized by INC. Candidates must be registered under Orissa Nursing Council. <box>1201 350 1484 411</box>
sch-contact-phone: ଯୋଗାଯୋଗ : ୦୬୭୪-୨୫୯୦୬୩୦ (ଅଫିସ), ୨୩୨୨୭୬୭ <box>1086 1614 1350 1628</box>
story3-text-2: ନାଲ୍‌କୋ ତରଫରୁ ଶିଳ୍ପ ସଂସ୍ଥାମାନଙ୍କ ପାଇଁ ଆବଶ୍ୟକ ଭିତ୍ତିଭୂମି ଯୋଗାଇ ଦିଆଯିବ। କାର୍ଯ୍ୟକ୍ରମରେ କେନ୍ଦ୍ର ଓ ରାଜ୍ୟ ମନ୍ତ୍ରୀ, ବିଧାୟକ, ଜିଲ୍ଲାପାଳ ଓ ନାଲ୍‌କୋର ବରିଷ୍ଠ ଅଧିକାରୀମାନେ ଉପସ୍ଥିତ ଥିଲେ। ପାର୍କ ପାଇଁ ପ୍ରାୟ ୨୦୦୦ କୋଟି ଟଙ୍କା ବିନିଯୋଗ ହେବ। <box>194 800 374 916</box>
auction-ref: L.No.1737 Dated: 25.06.2013 <box>123 1632 257 1642</box>
cell-number: ୧. <box>953 1325 996 1347</box>
cell-remuneration: Rs. 5,200/- <box>650 1108 706 1191</box>
table-row <box>389 1274 920 1357</box>
puri-p5: The undersigned reserves the right to reject any or all the applications and modify / cancel the advertisement without assigning any reason thereof. <box>388 1699 920 1725</box>
cell-event: ଅବଶିଷ୍ଟ ଛାତ୍ରବୃତ୍ତି ଅର୍ଥ ପ୍ରଦାନ <box>995 1479 1373 1501</box>
soil-test-ad: ମାଟି ପରୀକ୍ଷା ଫଳାଫଳ ଅନୁଯାୟୀ ସାର ପ୍ରୟୋଗ କରନ୍ତୁ <box>6 1162 161 1282</box>
puri-p2: Application form and details can be downloaded from the website i.e www. Puri.nic.in/. Interested candidates fulfilling the eligibility criteria mentioned above are to apply in prescribed application format to the undersigned by Registered post / Speed Post / Courier on or before 15.7.2013. The envelope containing the application should be super scribed with the name of the post applied for...... Incomplete application or application received after due date shall be rejected. Authority shall not be held responsible for the postal delay. <box>388 1475 920 1557</box>
